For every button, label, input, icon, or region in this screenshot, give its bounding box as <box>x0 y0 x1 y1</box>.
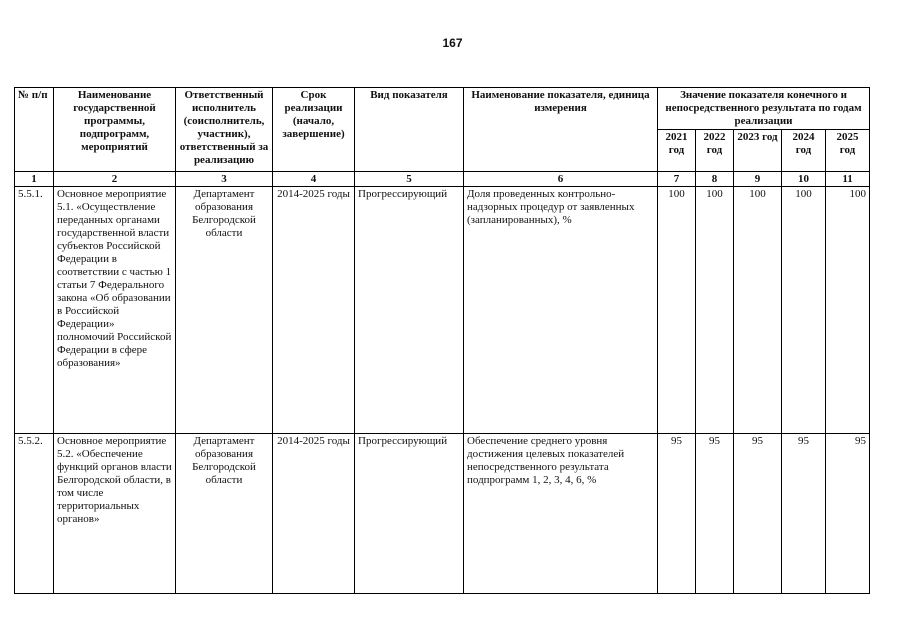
row-indicator-type: Прогрессирующий <box>355 187 464 434</box>
header-year-2024: 2024 год <box>782 130 826 172</box>
header-indicator-type: Вид показателя <box>355 88 464 172</box>
header-year-2025: 2025 год <box>826 130 870 172</box>
row-value-2023: 95 <box>734 434 782 594</box>
column-number: 6 <box>464 172 658 187</box>
row-value-2021: 95 <box>658 434 696 594</box>
indicators-table <box>14 87 870 594</box>
header-year-2021: 2021 год <box>658 130 696 172</box>
row-indicator-name: Доля проведенных контрольно-надзорных процедур от заявленных (запланированных), % <box>464 187 658 434</box>
row-number: 5.5.2. <box>15 434 54 594</box>
header-indicator-name: Наименование показателя, единица измерения <box>464 88 658 172</box>
header-period: Срок реализации (начало, завершение) <box>273 88 355 172</box>
page-number: 167 <box>442 36 463 50</box>
row-indicator-type: Прогрессирующий <box>355 434 464 594</box>
column-number: 1 <box>15 172 54 187</box>
header-values-group: Значение показателя конечного и непосредственного результата по годам реализации <box>658 88 870 130</box>
header-num: № п/п <box>15 88 54 172</box>
header-year-2022: 2022 год <box>696 130 734 172</box>
row-program-name: Основное мероприятие 5.2. «Обеспечение функций органов власти Белгородской области, в том числе территориальных органов» <box>54 434 176 594</box>
header-program-name: Наименование государственной программы, подпрограмм, мероприятий <box>54 88 176 172</box>
column-numbers-row <box>15 172 870 187</box>
row-value-2022: 95 <box>696 434 734 594</box>
row-number: 5.5.1. <box>15 187 54 434</box>
row-value-2021: 100 <box>658 187 696 434</box>
column-number: 2 <box>54 172 176 187</box>
row-period: 2014-2025 годы <box>273 187 355 434</box>
column-number: 4 <box>273 172 355 187</box>
column-number: 3 <box>176 172 273 187</box>
row-value-2025: 95 <box>826 434 870 594</box>
row-executor: Департамент образования Белгородской области <box>176 434 273 594</box>
header-year-2023: 2023 год <box>734 130 782 172</box>
column-number: 10 <box>782 172 826 187</box>
table-row <box>15 187 870 434</box>
column-number: 8 <box>696 172 734 187</box>
table-row <box>15 434 870 594</box>
column-number: 5 <box>355 172 464 187</box>
row-value-2023: 100 <box>734 187 782 434</box>
column-number: 11 <box>826 172 870 187</box>
column-number: 7 <box>658 172 696 187</box>
row-period: 2014-2025 годы <box>273 434 355 594</box>
row-program-name: Основное мероприятие 5.1. «Осуществление переданных органами государственной власти субъектов Российской Федерации в соответствии с частью 1 статьи 7 Федерального закона «Об образовании в Российской Федерации» полномочий Российской Федерации в сфере образования» <box>54 187 176 434</box>
row-executor: Департамент образования Белгородской области <box>176 187 273 434</box>
row-value-2024: 100 <box>782 187 826 434</box>
header-executor: Ответственный исполнитель (соисполнитель, участник), ответственный за реализацию <box>176 88 273 172</box>
column-number: 9 <box>734 172 782 187</box>
row-value-2022: 100 <box>696 187 734 434</box>
row-value-2024: 95 <box>782 434 826 594</box>
row-indicator-name: Обеспечение среднего уровня достижения целевых показателей непосредственного результата подпрограмм 1, 2, 3, 4, 6, % <box>464 434 658 594</box>
row-value-2025: 100 <box>826 187 870 434</box>
